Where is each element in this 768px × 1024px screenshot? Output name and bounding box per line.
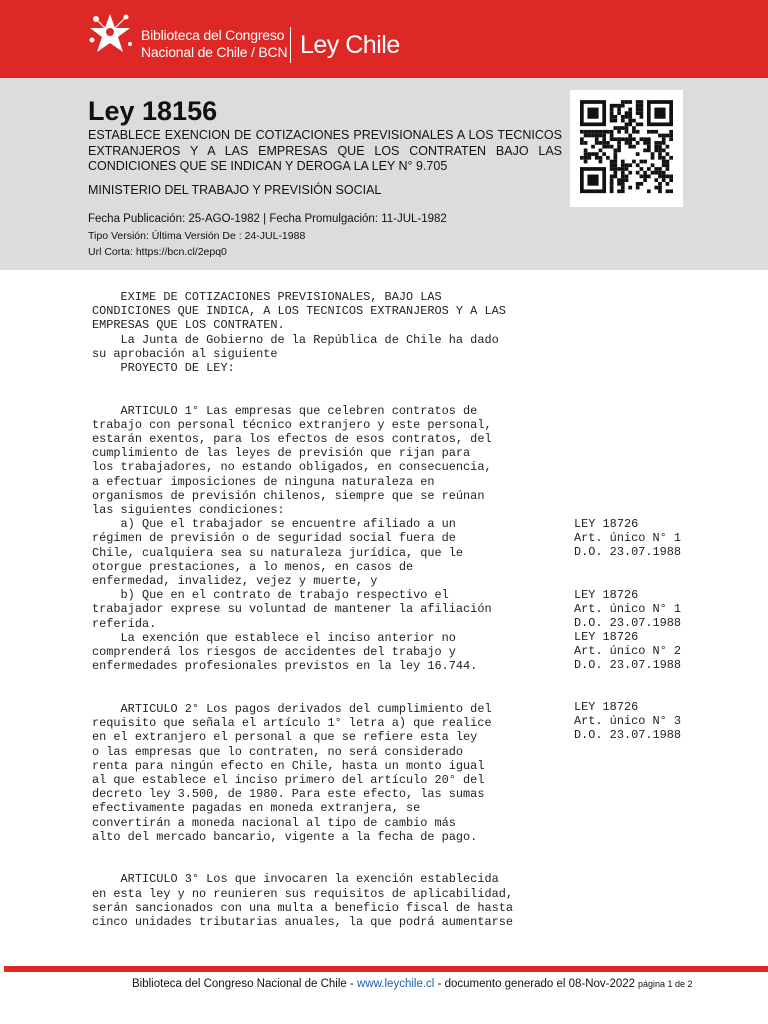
margin-note-4: LEY 18726 Art. único N° 3 D.O. 23.07.1988 [574, 700, 682, 743]
version-type: Tipo Versión: Última Versión De : 24-JUL-1988 [88, 230, 306, 242]
brand-name [141, 27, 287, 61]
brand-line-2: Nacional de Chile / BCN [141, 44, 288, 60]
publication-dates: Fecha Publicación: 25-AGO-1982 | Fecha Promulgación: 11-JUL-1982 [88, 213, 447, 225]
margin-note-2: LEY 18726 Art. único N° 1 D.O. 23.07.1988 [574, 588, 682, 631]
footer-text [132, 978, 635, 990]
law-title: Ley 18156 [88, 96, 218, 126]
footer-prefix: Biblioteca del Congreso Nacional de Chile - [132, 978, 358, 990]
law-body-text: EXIME DE COTIZACIONES PREVISIONALES, BAJO LAS CONDICIONES QUE INDICA, A LOS TECNICOS EXTRANJEROS Y A LAS EMPRESAS QUE LOS CONTRATEN. La Junta de Gobierno de la República de Chile ha dado su aprobación al siguiente PROYECTO DE LEY: ARTICULO 1° Las empresas que celebren contratos de trabajo con personal técnico extranjero y este personal, estarán exentos, para los efectos de esos contratos, del cumplimiento de las leyes de previsión que rijan para los trabajadores, no estando obligados, en consecuencia, a efectuar imposiciones de ninguna naturaleza en organismos de previsión chilenos, siempre que se reúnan las siguientes condiciones: a) Que el trabajador se encuentre afiliado a un régimen de previsión o de seguridad social fuera de Chile, cualquiera sea su naturaleza jurídica, que le otorgue prestaciones, a lo menos, en casos de enfermedad, invalidez, vejez y muerte, y b) Que en el contrato de trabajo respectivo el trabajador exprese su voluntad de mantener la afiliación referida. La exención que establece el inciso anterior no comprenderá los riesgos de accidentes del trabajo y enfermedades profesionales previstos en la ley 16.744. ARTICULO 2° Los pagos derivados del cumplimiento del requisito que señala el artículo 1° letra a) que realice en el extranjero el personal a que se refiere esta ley o las empresas que lo contraten, no será considerado renta para ningún efecto en Chile, hasta un monto igual al que establece el inciso primero del artículo 20° del decreto ley 3.500, de 1980. Para este efecto, las sumas efectivamente pagadas en moneda extranjera, se convertirán a moneda nacional al tipo de cambio más alto del mercado bancario, vigente a la fecha de pago. ARTICULO 3° Los que invocaren la exención establecida en esta ley y no reunieren sus requisitos de aplicabilidad, serán sancionados con una multa a beneficio fiscal de hasta cinco unidades tributarias anuales, la que podrá aumentarse [92, 290, 513, 929]
footer-suffix: - documento generado el 08-Nov-2022 [434, 978, 636, 990]
brand-divider [290, 27, 291, 63]
brand-line-1: Biblioteca del Congreso [141, 27, 285, 43]
law-subtitle: ESTABLECE EXENCION DE COTIZACIONES PREVISIONALES A LOS TECNICOS EXTRANJEROS Y A LAS EMPRESAS QUE LOS CONTRATEN BAJO LAS CONDICIONES QUE SE INDICAN Y DEROGA LA LEY N° 9.705 [88, 128, 562, 173]
brand-product: Ley Chile [300, 31, 400, 59]
page-number: página 1 de 2 [638, 979, 693, 989]
ministry: MINISTERIO DEL TRABAJO Y PREVISIÓN SOCIAL [88, 183, 382, 197]
qr-code-icon [580, 100, 673, 197]
bcn-star-logo-icon [86, 10, 136, 60]
qr-code [570, 90, 683, 207]
margin-note-3: LEY 18726 Art. único N° 2 D.O. 23.07.1988 [574, 630, 682, 673]
margin-note-1: LEY 18726 Art. único N° 1 D.O. 23.07.1988 [574, 517, 682, 560]
footer-bar [4, 966, 768, 972]
footer-link[interactable]: www.leychile.cl [357, 978, 435, 990]
short-url[interactable]: Url Corta: https://bcn.cl/2epq0 [88, 246, 227, 258]
